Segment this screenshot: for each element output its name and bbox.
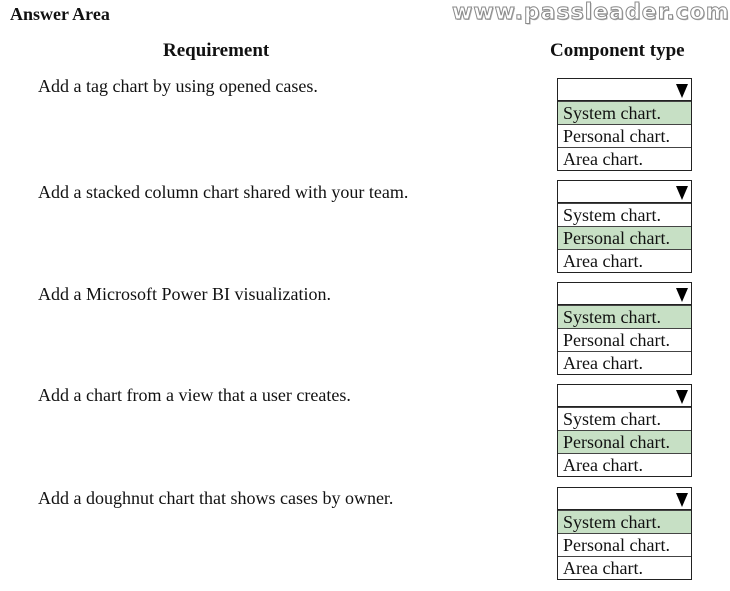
option-system-chart[interactable]: System chart.: [558, 510, 691, 533]
component-dropdown-1[interactable]: [557, 78, 692, 171]
option-personal-chart[interactable]: Personal chart.: [558, 328, 691, 351]
dropdown-header-1[interactable]: [558, 79, 691, 101]
option-system-chart[interactable]: System chart.: [558, 305, 691, 328]
answer-area-title: Answer Area: [10, 4, 110, 24]
component-dropdown-2[interactable]: [557, 180, 692, 273]
component-dropdown-4[interactable]: [557, 384, 692, 477]
option-system-chart[interactable]: System chart.: [558, 203, 691, 226]
dropdown-header-4[interactable]: [558, 385, 691, 407]
requirement-text-1: Add a tag chart by using opened cases.: [38, 76, 318, 96]
component-dropdown-3[interactable]: [557, 282, 692, 375]
option-area-chart[interactable]: Area chart.: [558, 453, 691, 476]
dropdown-arrow-icon[interactable]: [676, 493, 688, 507]
option-personal-chart[interactable]: Personal chart.: [558, 430, 691, 453]
watermark: www.passleader.com: [452, 0, 730, 25]
requirement-column-header: Requirement: [163, 40, 270, 61]
dropdown-arrow-icon[interactable]: [676, 186, 688, 200]
dropdown-header-5[interactable]: [558, 488, 691, 510]
component-type-column-header: Component type: [550, 40, 685, 61]
option-system-chart[interactable]: System chart.: [558, 407, 691, 430]
dropdown-header-3[interactable]: [558, 283, 691, 305]
requirement-text-4: Add a chart from a view that a user creates.: [38, 385, 351, 405]
dropdown-arrow-icon[interactable]: [676, 390, 688, 404]
option-personal-chart[interactable]: Personal chart.: [558, 124, 691, 147]
option-area-chart[interactable]: Area chart.: [558, 351, 691, 374]
option-personal-chart[interactable]: Personal chart.: [558, 533, 691, 556]
option-system-chart[interactable]: System chart.: [558, 101, 691, 124]
requirement-text-5: Add a doughnut chart that shows cases by owner.: [38, 488, 394, 508]
requirement-text-2: Add a stacked column chart shared with your team.: [38, 182, 409, 202]
requirement-text-3: Add a Microsoft Power BI visualization.: [38, 284, 331, 304]
option-personal-chart[interactable]: Personal chart.: [558, 226, 691, 249]
option-area-chart[interactable]: Area chart.: [558, 249, 691, 272]
dropdown-arrow-icon[interactable]: [676, 288, 688, 302]
option-area-chart[interactable]: Area chart.: [558, 147, 691, 170]
option-area-chart[interactable]: Area chart.: [558, 556, 691, 579]
component-dropdown-5[interactable]: [557, 487, 692, 580]
dropdown-arrow-icon[interactable]: [676, 84, 688, 98]
dropdown-header-2[interactable]: [558, 181, 691, 203]
